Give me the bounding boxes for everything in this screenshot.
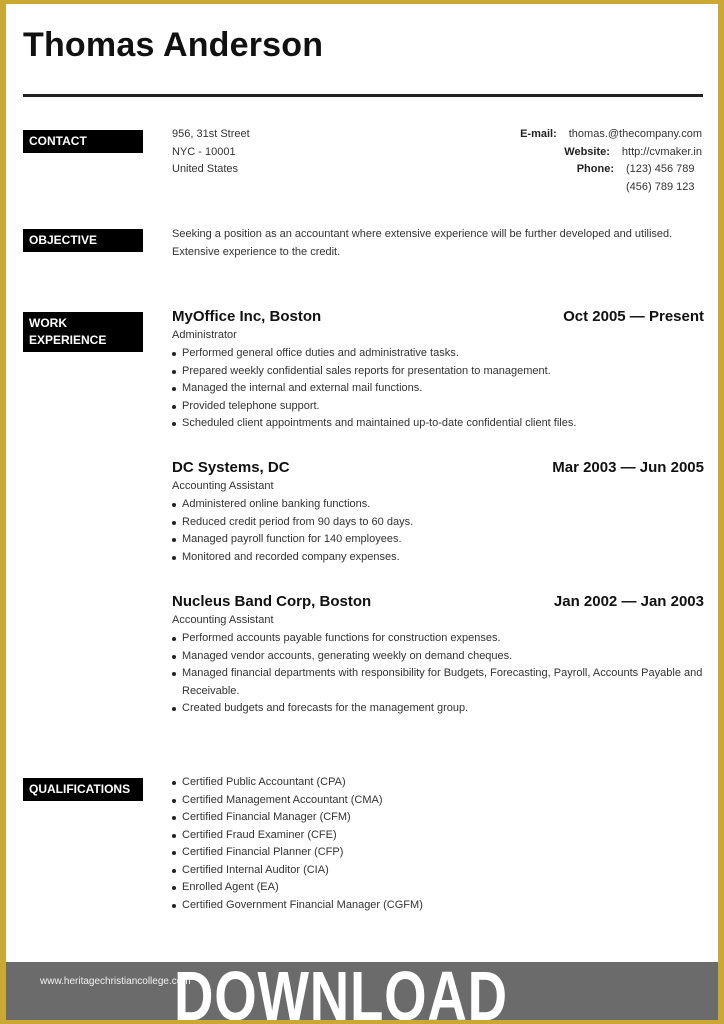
header-divider xyxy=(23,94,703,97)
phone-value: (456) 789 123 xyxy=(626,180,695,193)
list-item: Prepared weekly confidential sales reports for presentation to management. xyxy=(172,363,704,381)
download-banner[interactable] xyxy=(6,962,718,1020)
list-item: Administered online banking functions. xyxy=(172,496,704,514)
work-experience-label: WORK EXPERIENCE xyxy=(23,312,143,352)
contact-details xyxy=(520,126,702,196)
list-item: Reduced credit period from 90 days to 60 days. xyxy=(172,514,704,532)
watermark-url: www.heritagechristiancollege.com xyxy=(40,976,191,987)
job-role: Accounting Assistant xyxy=(172,480,274,492)
resume-page xyxy=(6,4,718,1020)
job-dates: Jan 2002 — Jan 2003 xyxy=(553,593,704,610)
list-item: Certified Fraud Examiner (CFE) xyxy=(172,827,692,845)
resume-name: Thomas Anderson xyxy=(23,26,324,64)
list-item: Provided telephone support. xyxy=(172,398,704,416)
job-duties xyxy=(172,630,704,718)
email-value[interactable]: thomas.@thecompany.com xyxy=(568,128,702,140)
job-company: MyOffice Inc, Boston xyxy=(172,308,322,325)
job-role: Administrator xyxy=(172,329,237,341)
list-item: Certified Government Financial Manager (CGFM) xyxy=(172,897,692,915)
job-company: DC Systems, DC xyxy=(172,459,290,476)
objective-label: OBJECTIVE xyxy=(23,229,143,252)
list-item: Managed payroll function for 140 employees. xyxy=(172,531,704,549)
address-line: NYC - 10001 xyxy=(172,145,236,158)
phone-label: Phone: xyxy=(576,163,614,175)
contact-label: CONTACT xyxy=(23,130,143,153)
address-line: United States xyxy=(172,163,239,175)
list-item: Enrolled Agent (EA) xyxy=(172,879,692,897)
website-value[interactable]: http://cvmaker.in xyxy=(621,145,702,158)
list-item: Performed general office duties and administrative tasks. xyxy=(172,345,704,363)
list-item: Managed financial departments with responsibility for Budgets, Forecasting, Payroll, Accounts Payable and Receivable. xyxy=(172,665,704,700)
download-text[interactable]: DOWNLOAD xyxy=(174,962,508,1020)
contact-address xyxy=(172,126,250,179)
job-entry xyxy=(172,593,704,718)
list-item: Certified Public Accountant (CPA) xyxy=(172,774,692,792)
job-entry xyxy=(172,308,704,433)
list-item: Created budgets and forecasts for the management group. xyxy=(172,700,704,718)
job-entry xyxy=(172,459,704,566)
email-label: E-mail: xyxy=(520,128,557,140)
list-item: Certified Financial Manager (CFM) xyxy=(172,809,692,827)
list-item: Managed the internal and external mail functions. xyxy=(172,380,704,398)
list-item: Certified Financial Planner (CFP) xyxy=(172,844,692,862)
job-dates: Oct 2005 — Present xyxy=(563,308,704,325)
list-item: Performed accounts payable functions for construction expenses. xyxy=(172,630,704,648)
list-item: Monitored and recorded company expenses. xyxy=(172,549,704,567)
objective-text: Seeking a position as an accountant where extensive experience will be further developed and utilised. Extensive experience to the credit. xyxy=(172,228,673,258)
job-company: Nucleus Band Corp, Boston xyxy=(172,593,372,610)
job-role: Accounting Assistant xyxy=(172,614,274,626)
qualifications-list xyxy=(172,774,692,914)
job-duties xyxy=(172,345,704,433)
list-item: Certified Internal Auditor (CIA) xyxy=(172,862,692,880)
phone-value: (123) 456 789 xyxy=(626,163,695,175)
address-line: 956, 31st Street xyxy=(172,128,250,140)
job-duties xyxy=(172,496,704,566)
list-item: Scheduled client appointments and maintained up-to-date confidential client files. xyxy=(172,415,704,433)
job-dates: Mar 2003 — Jun 2005 xyxy=(552,459,704,476)
list-item: Managed vendor accounts, generating weekly on demand cheques. xyxy=(172,648,704,666)
qualifications-label: QUALIFICATIONS xyxy=(23,778,143,801)
website-label: Website: xyxy=(564,145,610,158)
list-item: Certified Management Accountant (CMA) xyxy=(172,792,692,810)
